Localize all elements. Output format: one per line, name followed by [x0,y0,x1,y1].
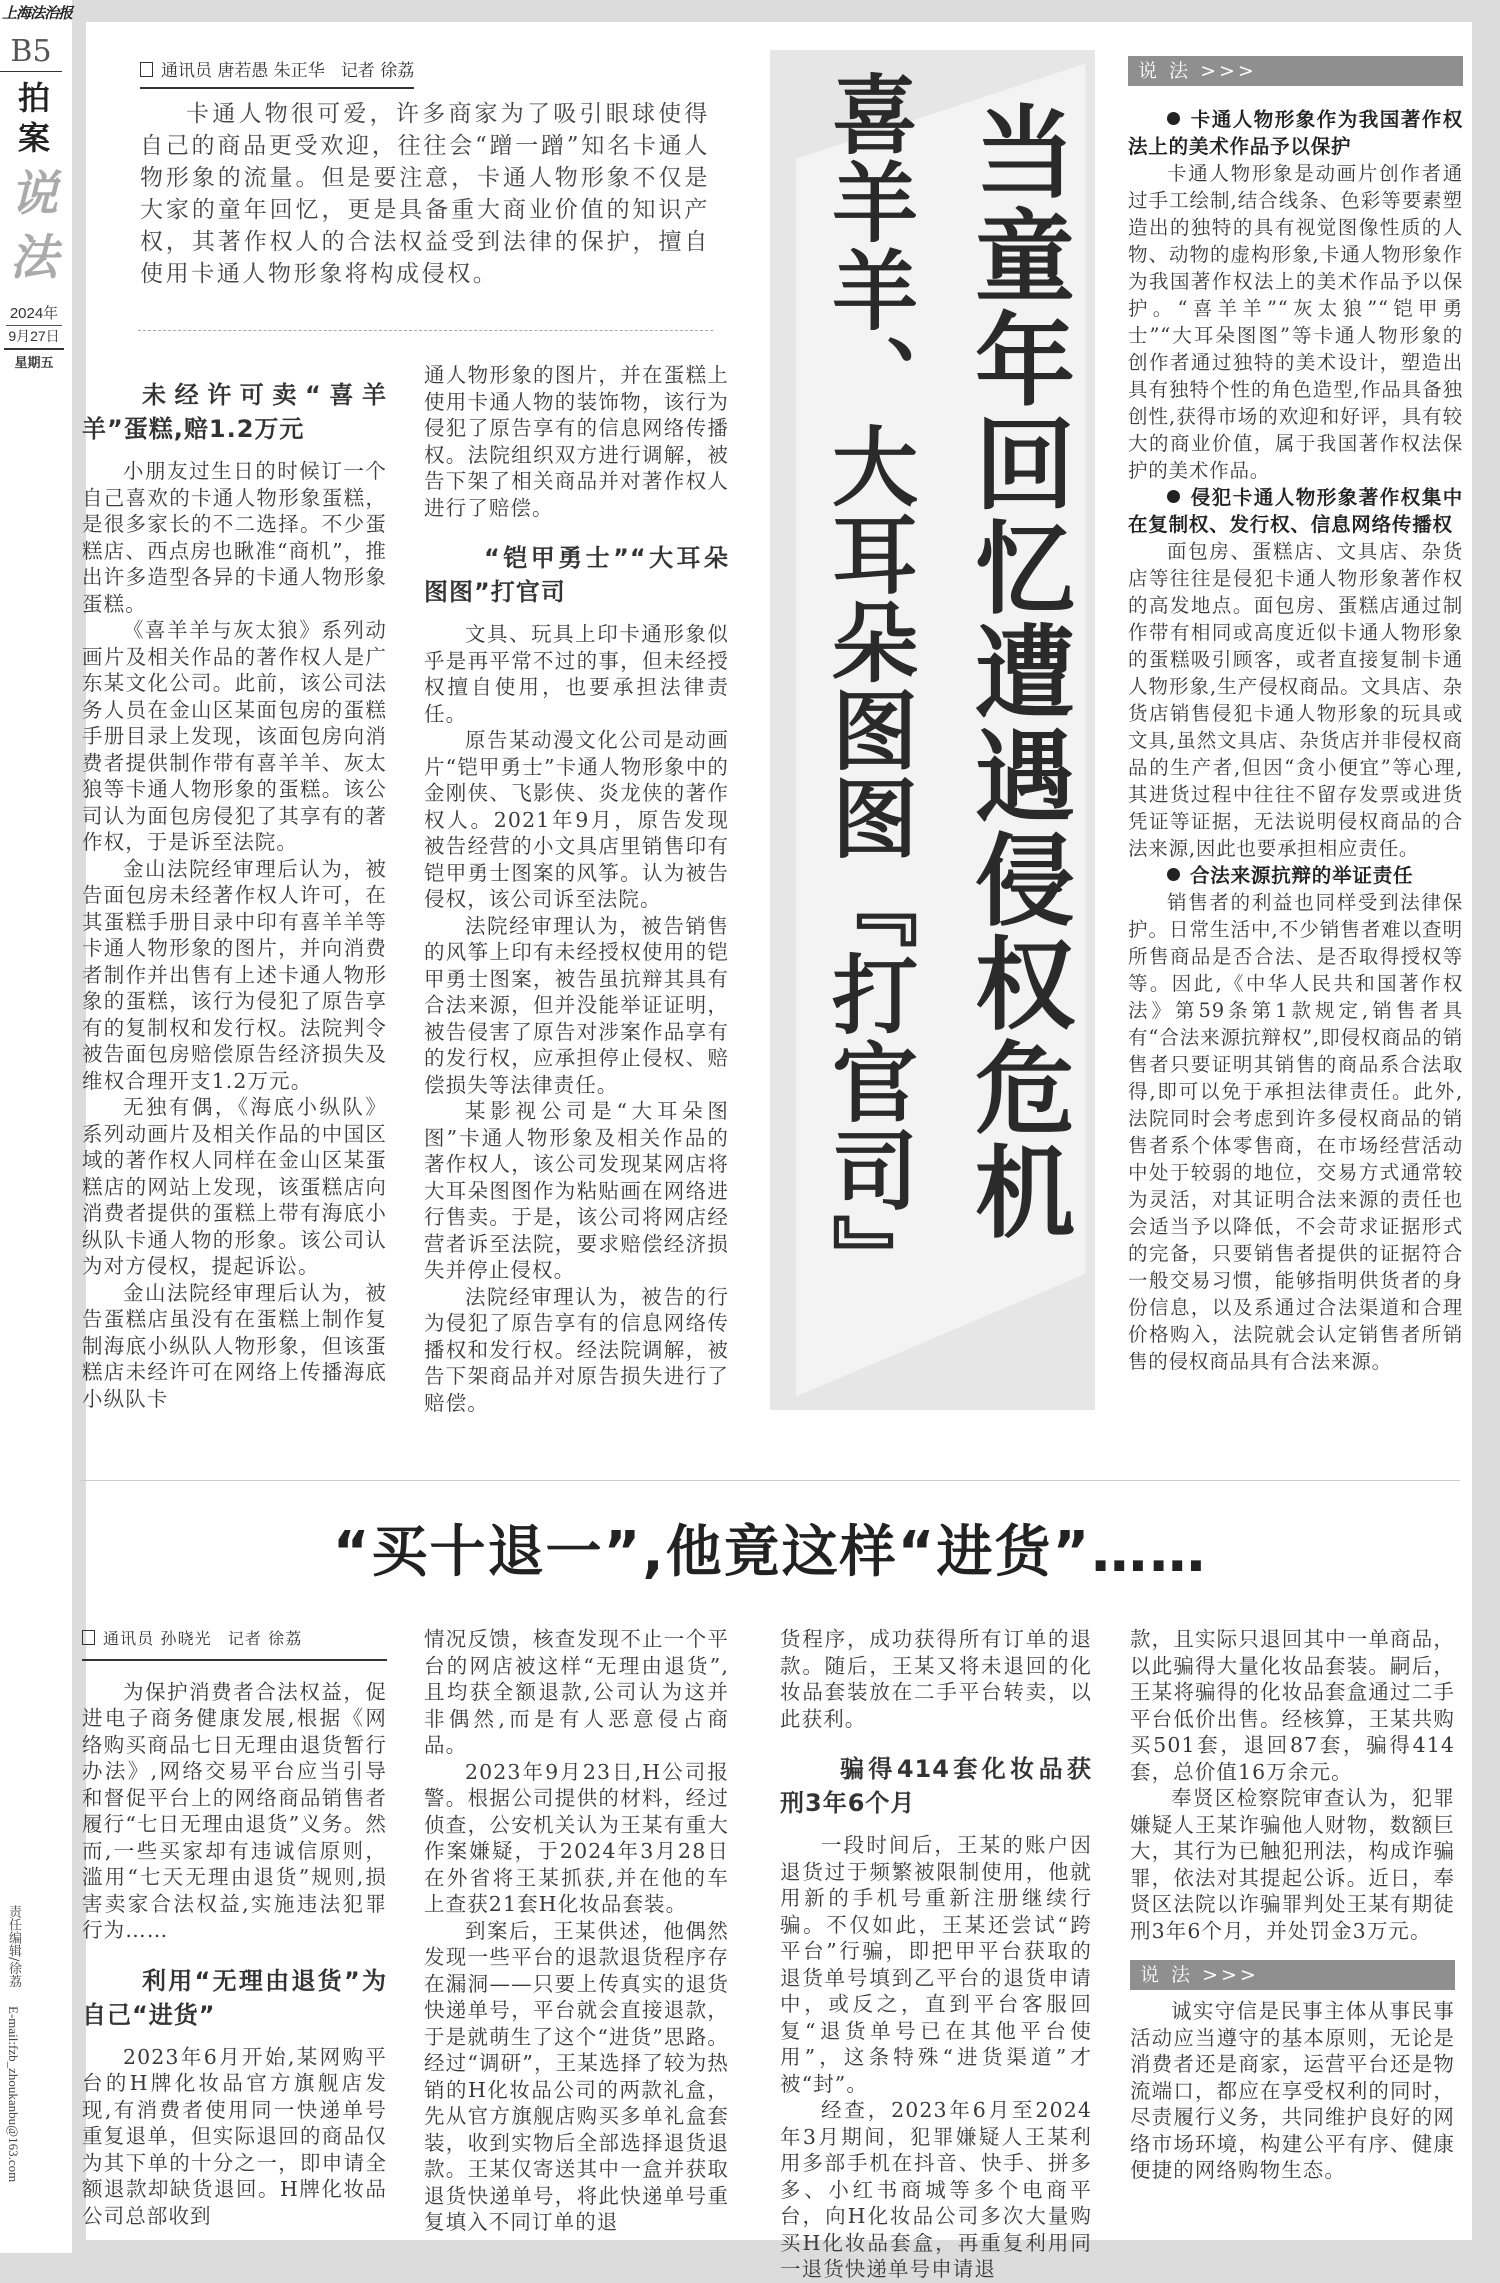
article2-column4 [1130,1626,1455,2184]
commentary-heading: 侵犯卡通人物形象著作权集中在复制权、发行权、信息网络传播权 [1128,486,1463,536]
byline-reporter: 记者 徐荔 [340,61,415,81]
section-title-secondary: 说法 [9,166,58,286]
paragraph: 到案后，王某供述，他偶然发现一些平台的退款退货程序存在漏洞——只要上传真实的退货快递单号，平台就会直接退款，于是就萌生了这个“进货”思路。经过“调研”，王某选择了较为热销的H化妆品公司的两款礼盒，先从官方旗舰店购买多单礼盒套装，收到实物后全部选择退货退款。王某仅寄送其中一盒并获取退货快递单号，将此快递单号重复填入不同订单的退 [424,1918,729,2234]
paragraph-continuation: 通人物形象的图片，并在蛋糕上使用卡通人物的装饰物，该行为侵犯了原告享有的信息网络传播权。法院组织双方进行调解，被告下架了相关商品并对著作权人进行了赔偿。 [424,363,729,520]
article-divider [80,1480,1460,1481]
paragraph: 法院经审理认为，被告的行为侵犯了原告享有的信息网络传播权和发行权。经法院调解，被告下架商品并对原告损失进行了赔偿。 [424,1284,729,1415]
byline-box-icon [140,62,153,77]
article2-column3 [780,1626,1092,2283]
issue-year: 2024年 [6,302,62,326]
commentary-paragraph: 面包房、蛋糕店、文具店、杂货店等往往是侵犯卡通人物形象著作权的高发地点。面包房、蛋糕店通过制作带有相同或高度近似卡通人物形象的蛋糕吸引顾客，或者直接复制卡通人物形象,生产侵权商品。文具店、杂货店销售侵犯卡通人物形象的玩具或文具,虽然文具店、杂货店并非侵权商品的生产者,但因“贪小便宜”等心理,其进货过程中往往不留存发票或进货凭证等证据，无法说明侵权商品的合法来源,因此也要承担相应责任。 [1128,540,1463,860]
paragraph: 一段时间后，王某的账户因退货过于频繁被限制使用，他就用新的手机号重新注册继续行骗。不仅如此，王某还尝试“跨平台”行骗，即把甲平台获取的退货单号填到乙平台的退货申请中，或反之，直到平台客服回复“退货单号已在其他平台使用”，这条特殊“进货渠道”才被“封”。 [780,1833,1092,2096]
paragraph-continuation: 货程序，成功获得所有订单的退款。随后，王某又将未退回的化妆品套装放在二手平台转卖，以此获利。 [780,1627,1092,1731]
commentary-heading: 合法来源抗辩的举证责任 [1128,862,1463,889]
paragraph: 《喜羊羊与灰太狼》系列动画片及相关作品的著作权人是广东某文化公司。此前，该公司法务人员在金山区某面包房的蛋糕手册目录上发现，该面包房向消费者提供制作带有喜羊羊、灰太狼等卡通人物形象的蛋糕。该公司认为面包房侵犯了其享有的著作权，于是诉至法院。 [82,618,387,854]
commentary-paragraph: 诚实守信是民事主体从事民事活动应当遵守的基本原则，无论是消费者还是商家，运营平台还是物流端口，都应在享受权利的同时，尽责履行义务，共同维护良好的网络市场环境，构建公平有序、健康便捷的网络购物生态。 [1130,1999,1455,2182]
issue-date: 9月27日 [4,326,64,350]
byline-box-icon [82,1630,95,1645]
commentary-paragraph: 销售者的利益也同样受到法律保护。日常生活中,不少销售者难以查明所售商品是否合法、是否取得授权等等。因此,《中华人民共和国著作权法》第59条第1款规定,销售者具有“合法来源抗辩权”,即侵权商品的销售者只要证明其销售的商品系合法取得,即可以免于承担法律责任。此外,法院同时会考虑到许多侵权商品的销售者系个体零售商，在市场经营活动中处于较弱的地位，交易方式通常较为灵活，对其证明合法来源的责任也会适当予以降低，不会苛求证据形式的完备，只要销售者提供的证据符合一般交易习惯，能够指明供货者的身份信息，以及系通过合法渠道和合理价格购入，法院就会认定销售者所销售的侵权商品具有合法来源。 [1128,891,1463,1373]
newspaper-logo: 上海法治报 [2,4,73,22]
paragraph: 2023年9月23日,H公司报警。根据公司提供的材料，经过侦查，公安机关认为王某有重大作案嫌疑，于2024年3月28日在外省将王某抓获,并在他的车上查获21套H化妆品套装。 [424,1759,729,1916]
article1-intro: 卡通人物很可爱，许多商家为了吸引眼球使得自己的商品更受欢迎，往往会“蹭一蹭”知名卡通人物形象的流量。但是要注意，卡通人物形象不仅是大家的童年回忆，更是具备重大商业价值的知识产权，其著作权人的合法权益受到法律的保护，擅自使用卡通人物形象将构成侵权。 [140,101,710,287]
article1-column2 [424,362,729,1416]
bullet-icon [1167,112,1180,125]
article1-headline-sub: 喜羊羊、大耳朵图图『打官司』 [817,70,918,1302]
byline-correspondents: 通讯员 唐若愚 朱正华 [161,61,325,81]
article1-column1 [82,378,387,1412]
bullet-icon [1167,868,1180,881]
page-number: B5 [0,34,62,72]
paragraph: 原告某动漫文化公司是动画片“铠甲勇士”卡通人物形象中的金刚侠、飞影侠、炎龙侠的著作权人。2021年9月，原告发现被告经营的小文具店里销售印有铠甲勇士图案的风筝。认为被告侵权，该公司诉至法院。 [424,728,729,911]
bullet-icon [1167,490,1180,503]
paragraph: 为保护消费者合法权益，促进电子商务健康发展,根据《网络购买商品七日无理由退货暂行办法》,网络交易平台应当引导和督促平台上的网络商品销售者履行“七日无理由退货”义务。然而,一些买家却有违诚信原则，滥用“七天无理由退货”规则,损害卖家合法权益,实施违法犯罪行为…… [82,1679,387,1942]
paragraph: 金山法院经审理后认为，被告蛋糕店虽没有在蛋糕上制作复制海底小纵队人物形象，但该蛋糕店未经许可在网络上传播海底小纵队卡 [82,1280,387,1411]
paragraph-continuation: 款，且实际只退回其中一单商品，以此骗得大量化妆品套装。嗣后，王某将骗得的化妆品套盒通过二手平台低价出售。经核算，王某共购买501套，退回87套，骗得414套，总价值16万余元。 [1130,1627,1455,1784]
paragraph-continuation: 情况反馈，核查发现不止一个平台的网店被这样“无理由退货”,且均获全额退款,公司认为这并非偶然,而是有人恶意侵占商品。 [424,1627,729,1757]
subhead: 骗得414套化妆品获刑3年6个月 [780,1755,1092,1817]
subhead: “铠甲勇士”“大耳朵图图”打官司 [424,544,729,606]
paragraph: 小朋友过生日的时候订一个自己喜欢的卡通人物形象蛋糕，是很多家长的不二选择。不少蛋糕店、西点房也瞅准“商机”，推出许多造型各异的卡通人物形象蛋糕。 [82,459,387,616]
article2-byline [82,1626,387,1661]
paragraph: 2023年6月开始,某网购平台的H牌化妆品官方旗舰店发现,有消费者使用同一快递单号重复退单，但实际退回的商品仅为其下单的十分之一，即申请全额退款却缺货退回。H牌化妆品公司总部收到 [82,2044,387,2228]
paragraph: 金山法院经审理后认为，被告面包房未经著作权人许可，在其蛋糕手册目录中印有喜羊羊等卡通人物形象的图片，并向消费者制作并出售有上述卡通人物形象的蛋糕，该行为侵犯了原告享有的复制权和发行权。法院判令被告面包房赔偿原告经济损失及维权合理开支1.2万元。 [82,856,387,1093]
article1-headline-main: 当童年回忆遭遇侵权危机 [958,100,1076,1244]
commentary-paragraph: 卡通人物形象是动画片创作者通过手工绘制,结合线条、色彩等要素塑造出的独特的具有视觉图像性质的人物、动物的虚构形象,卡通人物形象作为我国著作权法上的美术作品予以保护。“喜羊羊”“灰太狼”“铠甲勇士”“大耳朵图图”等卡通人物形象的创作者通过独特的美术设计，塑造出具有独特个性的角色造型,作品具备独创性,获得市场的欢迎和好评，具有较大的商业价值，属于我国著作权法保护的美术作品。 [1128,162,1463,482]
byline-correspondents: 通讯员 孙晓光 [103,1629,212,1648]
paragraph: 法院经审理认为，被告销售的风筝上印有未经授权使用的铠甲勇士图案，被告虽抗辩其具有合法来源，但并没能举证证明，被告侵害了原告对涉案作品享有的发行权，应承担停止侵权、赔偿损失等法律责任。 [424,913,729,1097]
article1-commentary [1128,56,1463,1375]
paragraph: 文具、玩具上印卡通形象似乎是再平常不过的事，但未经授权擅自使用，也要承担法律责任。 [424,622,729,726]
commentary-label: 说 法 >>> [1128,56,1463,86]
paragraph: 某影视公司是“大耳朵图图”卡通人物形象及相关作品的著作权人，该公司发现某网店将大耳朵图图作为粘贴画在网络进行售卖。于是，该公司将网店经营者诉至法院，要求赔偿经济损失并停止侵权。 [424,1099,729,1282]
paragraph: 无独有偶，《海底小纵队》系列动画片及相关作品的中国区域的著作权人同样在金山区某蛋糕店的网站上发现，该蛋糕店向消费者提供的蛋糕上带有海底小纵队卡通人物的形象。该公司认为对方侵权，提起诉讼。 [82,1095,387,1278]
article2-column2 [424,1626,729,2236]
paragraph: 奉贤区检察院审查认为，犯罪嫌疑人王某诈骗他人财物，数额巨大，其行为已触犯刑法，构成诈骗罪，依法对其提起公诉。近日，奉贤区法院以诈骗罪判处王某有期徒刑3年6个月，并处罚金3万元。 [1130,1786,1455,1943]
subhead: 未经许可卖“喜羊羊”蛋糕,赔1.2万元 [82,381,387,443]
section-title-primary: 拍案 [17,79,50,157]
intro-divider [138,330,713,331]
article2-column1 [82,1626,387,2229]
commentary-heading: 卡通人物形象作为我国著作权法上的美术作品予以保护 [1128,108,1463,158]
byline-reporter: 记者 徐荔 [227,1629,303,1648]
paragraph: 经查，2023年6月至2024年3月期间，犯罪嫌疑人王某利用多部手机在抖音、快手、拼多多、小红书商城等多个电商平台，向H化妆品公司多次大量购买H化妆品套盒，再重复利用同一退货快递单号申请退 [780,2098,1092,2281]
editor-credit [4,1905,23,2182]
article1-byline [140,56,414,89]
subhead: 利用“无理由退货”为自己“进货” [82,1966,387,2029]
issue-weekday: 星期五 [14,356,54,371]
commentary-label: 说 法 >>> [1130,1960,1455,1990]
editor-label: 责任编辑/徐荔 [6,1905,21,1988]
editor-email: E-mail:fzb_zhoukanbu@163.com [6,2005,21,2182]
article2-headline: “买十退一”,他竟这样“进货”…… [332,1520,1208,1585]
page-edge [1472,0,1500,2253]
